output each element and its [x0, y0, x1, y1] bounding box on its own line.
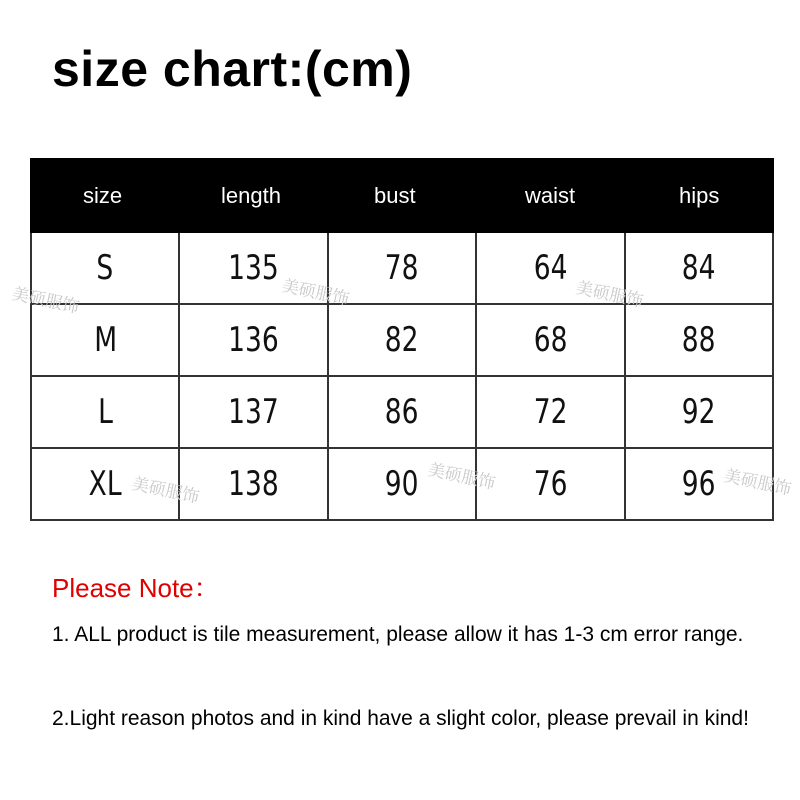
header-bust: bust — [374, 182, 416, 208]
page-title: size chart:(cm) — [52, 41, 413, 97]
note-line-2: 2.Light reason photos and in kind have a slight color, please prevail in kind! — [52, 707, 749, 730]
table-header — [30, 158, 774, 233]
cell-hips: 84 — [624, 233, 772, 303]
cell-size: M — [93, 320, 117, 360]
cell-length: 137 — [178, 377, 326, 447]
watermark-text: 美硕服饰 — [574, 278, 645, 312]
watermark-text: 美硕服饰 — [722, 466, 793, 500]
cell-bust: 78 — [327, 233, 475, 303]
cell-size: S — [96, 248, 114, 288]
cell-waist: 68 — [475, 305, 623, 375]
watermark-text: 美硕服饰 — [10, 284, 81, 318]
table-row — [32, 375, 772, 447]
cell-waist: 76 — [475, 449, 623, 519]
cell-length: 135 — [178, 233, 326, 303]
watermark-text: 美硕服饰 — [280, 276, 351, 310]
cell-hips: 96 — [624, 449, 772, 519]
header-size: size — [83, 182, 123, 208]
cell-hips: 88 — [624, 305, 772, 375]
header-hips: hips — [679, 182, 720, 208]
cell-bust: 90 — [327, 449, 475, 519]
cell-length: 138 — [178, 449, 326, 519]
cell-hips: 92 — [624, 377, 772, 447]
cell-waist: 64 — [475, 233, 623, 303]
watermark-text: 美硕服饰 — [426, 460, 497, 494]
cell-bust: 82 — [327, 305, 475, 375]
cell-waist: 72 — [475, 377, 623, 447]
header-length: length — [221, 182, 281, 208]
header-waist: waist — [525, 182, 576, 208]
cell-length: 136 — [178, 305, 326, 375]
table-row — [32, 303, 772, 375]
cell-size: XL — [88, 464, 122, 504]
note-heading: Please Note： — [52, 573, 220, 603]
note-line-1: 1. ALL product is tile measurement, please allow it has 1-3 cm error range. — [52, 623, 744, 646]
watermark-text: 美硕服饰 — [130, 474, 201, 508]
cell-size: L — [97, 392, 113, 432]
table-row — [32, 233, 772, 303]
cell-bust: 86 — [327, 377, 475, 447]
size-chart-table — [10, 158, 793, 521]
